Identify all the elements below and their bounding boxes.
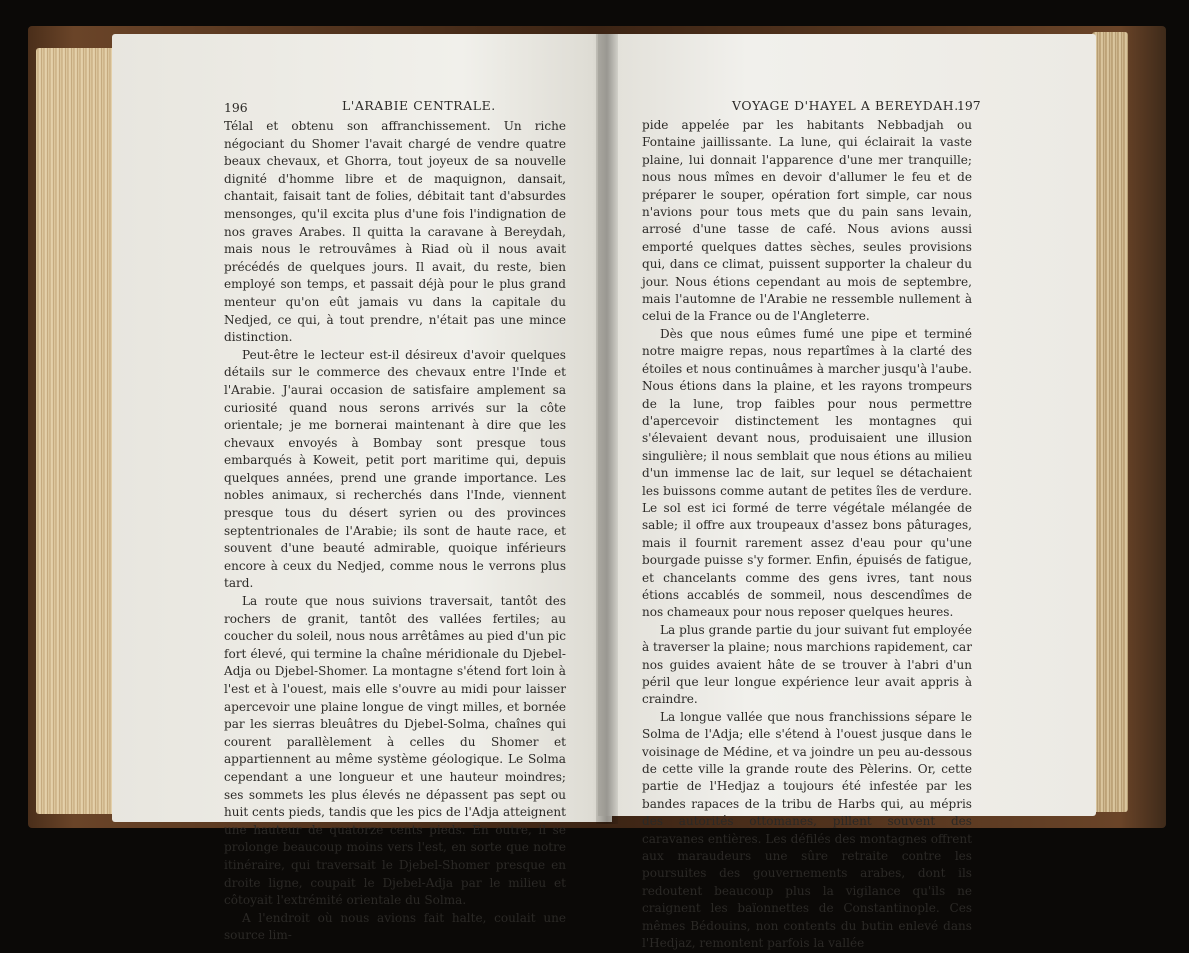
page-edges-right <box>1092 32 1128 812</box>
book-gutter <box>596 34 618 824</box>
left-page-body <box>224 118 566 945</box>
right-paragraph: Dès que nous eûmes fumé une pipe et terminé notre maigre repas, nous repartîmes à la clarté des étoiles et nous continuâmes à marcher jusqu'à l'aube. Nous étions dans la plaine, et les rayons trompeurs de la lune, trop faibles pour nous permettre d'apercevoir distinctement les montagnes qui s'élevaient devant nous, produisaient une illusion singulière; il nous semblait que nous étions au milieu d'un immense lac de lait, sur lequel se détachaient les buissons comme autant de petites îles de verdure. Le sol est ici formé de terre végétale mélangée de sable; il offre aux troupeaux d'assez bons pâturages, mais il fournit rarement assez d'eau pour qu'une bourgade puisse s'y former. Enfin, épuisés de fatigue, et chancelants comme des gens ivres, tant nous étions accablés de sommeil, nous descendîmes de nos chameaux pour nous reposer quelques heures. <box>642 326 972 620</box>
left-paragraph: La route que nous suivions traversait, tantôt des rochers de granit, tantôt des vallées fertiles; au coucher du soleil, nous nous arrêtâmes au pied d'un pic fort élevé, qui termine la chaîne méridionale du Djebel-Adja ou Djebel-Shomer. La montagne s'étend fort loin à l'est et à l'ouest, mais elle s'ouvre au midi pour laisser apercevoir une plaine longue de vingt milles, et bornée par les sierras bleuâtres du Djebel-Solma, chaînes qui courent parallèlement à celles du Shomer et appartiennent au même système géologique. Le Solma cependant a une longueur et une hauteur moindres; ses sommets les plus élevés ne dépassent pas sept ou huit cents pieds, tandis que les pics de l'Adja atteignent une hauteur de quatorze cents pieds. En outre, il se prolonge beaucoup moins vers l'est, en sorte que notre itinéraire, qui traversait le Djebel-Shomer presque en droite ligne, coupait le Djebel-Adja par le milieu et côtoyait l'extrémité orientale du Solma. <box>224 594 566 908</box>
left-paragraph: A l'endroit où nous avions fait halte, coulait une source lim- <box>224 910 566 943</box>
right-paragraph: pide appelée par les habitants Nebbadjah ou Fontaine jaillissante. La lune, qui éclairait la vaste plaine, lui donnait l'apparence d'une mer tranquille; nous nous mîmes en devoir d'allumer le feu et de préparer le souper, opération fort simple, car nous n'avions pour tous mets que du pain sans levain, arrosé d'une tasse de café. Nous avions aussi emporté quelques dattes sèches, seules provisions qui, dans ce climat, puissent supporter la chaleur du jour. Nous étions cependant au mois de septembre, mais l'automne de l'Arabie ne ressemble nullement à celui de la France ou de l'Angleterre. <box>642 118 972 324</box>
right-page-body <box>642 117 972 953</box>
left-paragraph: Télal et obtenu son affranchissement. Un riche négociant du Shomer l'avait chargé de vendre quatre beaux chevaux, et Ghorra, tout joyeux de sa nouvelle dignité d'homme libre et de maquignon, dansait, chantait, faisait tant de folies, débitait tant d'absurdes mensonges, qu'il excita plus d'une fois l'indignation de nos graves Arabes. Il quitta la caravane à Bereydah, mais nous le retrouvâmes à Riad où il nous avait précédés de quelques jours. Il avait, du reste, bien employé son temps, et passait déjà pour le plus grand menteur qu'on eût jamais vu dans la capitale du Nedjed, ce qui, à tout prendre, n'était pas une mince distinction. <box>224 119 566 345</box>
left-paragraph: Peut-être le lecteur est-il désireux d'avoir quelques détails sur le commerce des chevaux entre l'Inde et l'Arabie. J'aurai occasion de satisfaire amplement sa curiosité quand nous serons arrivés sur la côte orientale; je me bornerai maintenant à dire que les chevaux envoyés à Bombay sont presque tous embarqués à Koweit, petit port maritime qui, depuis quelques années, prend une grande importance. Les nobles animaux, si recherchés dans l'Inde, viennent presque tous du désert syrien ou des provinces septentrionales de l'Arabie; ils sont de haute race, et souvent d'une beauté admirable, quoique inférieurs encore à ceux du Nedjed, comme nous le verrons plus tard. <box>224 347 566 591</box>
right-paragraph: La plus grande partie du jour suivant fut employée à traverser la plaine; nous marchions rapidement, car nos guides avaient hâte de se trouver à l'abri d'un péril que leur longue expérience leur avait appris à craindre. <box>642 622 973 707</box>
left-running-title: L'ARABIE CENTRALE. <box>342 98 496 113</box>
left-page-header <box>112 34 612 52</box>
right-running-title: VOYAGE D'HAYEL A BEREYDAH. <box>732 98 959 113</box>
right-paragraph: La longue vallée que nous franchissions sépare le Solma de l'Adja; elle s'étend à l'ouest jusque dans le voisinage de Médine, et va joindre un peu au-dessous de cette ville la grande route des Pèlerins. Or, cette partie de l'Hedjaz a toujours été infestée par les bandes rapaces de la tribu de Harbs qui, au mépris des autorités ottomanes, pillent souvent des caravanes entières. Les défilés des montagnes offrent aux maraudeurs une sûre retraite contre les poursuites des gouvernements arabes, dont ils redoutent beaucoup plus la vigilance qu'ils ne craignent les baïonnettes de Constantinople. Ces mêmes Bédouins, non contents du butin enlevé dans l'Hedjaz, remontent parfois la vallée <box>642 709 972 951</box>
left-page-number: 196 <box>224 100 248 115</box>
right-page-number: 197 <box>957 98 981 113</box>
